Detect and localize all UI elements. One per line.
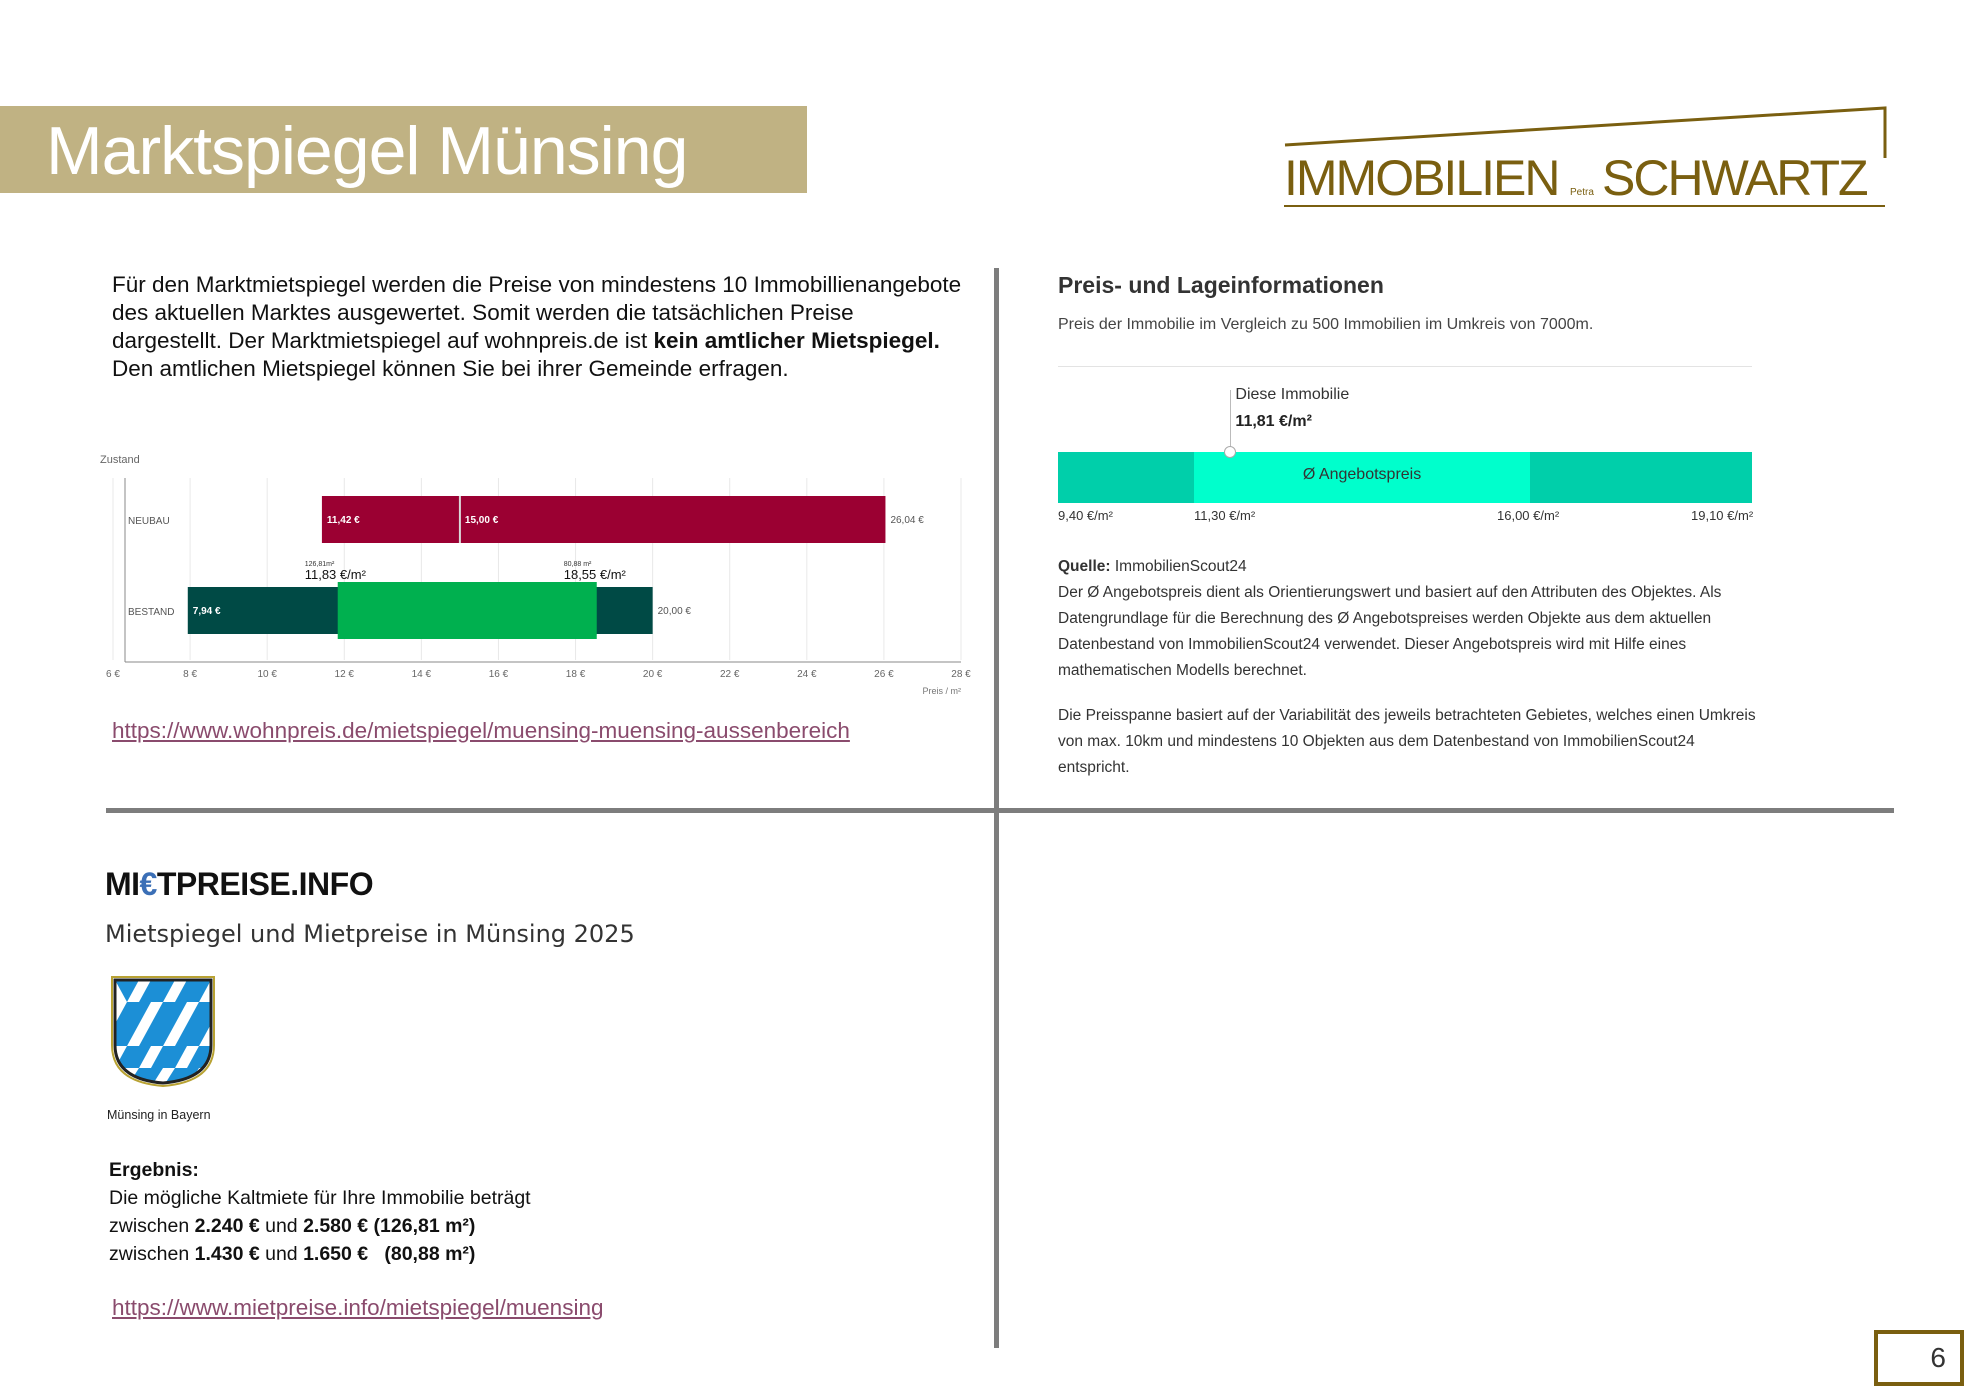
chart-x-tick-label: 10 € bbox=[257, 669, 277, 680]
mietpreise-link[interactable]: https://www.mietpreise.info/mietspiegel/muensing bbox=[112, 1295, 604, 1320]
page-title: Marktspiegel Münsing bbox=[46, 113, 688, 189]
price-info-subtitle: Preis der Immobilie im Vergleich zu 500 Immobilien im Umkreis von 7000m. bbox=[1058, 316, 1594, 333]
result-line-3-max: 1.650 € (80,88 m²) bbox=[303, 1243, 476, 1265]
chart-annotation-value: 11,83 €/m² bbox=[304, 567, 366, 582]
intro-text-pre: Für den Marktmietspiegel werden die Preise von mindestens 10 Immobillienangebote des aktuellen Marktes ausgewertet. Somit werden die tatsächlichen Preise dargestellt. Der Marktmietspiegel auf wohnpreis.de ist bbox=[112, 272, 962, 353]
price-tick-avg-high: 16,00 €/m² bbox=[1497, 508, 1560, 523]
logo-text-middle: Petra bbox=[1570, 187, 1594, 198]
mietpreise-logo-pre: MI bbox=[105, 866, 140, 902]
page-number-box bbox=[1874, 1330, 1964, 1386]
result-block bbox=[109, 1156, 531, 1268]
intro-text bbox=[112, 271, 962, 383]
price-info-description bbox=[1058, 554, 1758, 800]
logo-text-left: IMMOBILIEN bbox=[1284, 150, 1559, 206]
bavaria-crest-icon bbox=[110, 975, 216, 1087]
intro-text-post: Den amtlichen Mietspiegel können Sie bei ihrer Gemeinde erfragen. bbox=[112, 356, 789, 381]
chart-annotation-area: 126,81m² bbox=[304, 561, 335, 568]
title-banner bbox=[0, 106, 807, 193]
property-marker-label: Diese Immobilie bbox=[1235, 386, 1350, 403]
chart-x-tick-label: 14 € bbox=[411, 669, 432, 680]
chart-bar-min-label: 11,42 € bbox=[326, 515, 360, 526]
euro-icon: € bbox=[139, 866, 157, 902]
chart-x-tick-label: 28 € bbox=[951, 669, 971, 680]
mietpreise-logo bbox=[105, 866, 373, 903]
chart-x-tick-label: 20 € bbox=[642, 669, 663, 680]
chart-category-label: NEUBAU bbox=[128, 516, 170, 527]
horizontal-divider bbox=[106, 808, 1894, 813]
page-number: 6 bbox=[1930, 1342, 1946, 1373]
result-line-3-min: 1.430 € bbox=[194, 1243, 260, 1265]
chart-annotation-value: 18,55 €/m² bbox=[563, 567, 626, 582]
chart-x-tick-label: 18 € bbox=[565, 669, 586, 680]
result-line-2-min: 2.240 € bbox=[194, 1215, 260, 1237]
description-paragraph-1: Der Ø Angebotspreis dient als Orientierungswert und basiert auf den Attributen des Objektes. Als Datengrundlage für die Berechnung des Ø Angebotspreises werden Objekte aus dem aktuellen Datenbestand von ImmobilienScout24 verwendet. Dieser Angebotspreis wird mit Hilfe eines mathematischen Modells berechnet. bbox=[1058, 584, 1722, 679]
chart-x-tick-label: 24 € bbox=[797, 669, 817, 680]
price-info-title: Preis- und Lageinformationen bbox=[1058, 272, 1384, 298]
result-title: Ergebnis: bbox=[109, 1159, 199, 1181]
chart-bar-mid-label: 15,00 € bbox=[464, 515, 499, 526]
chart-x-tick-label: 26 € bbox=[874, 669, 894, 680]
result-line-2-a: zwischen bbox=[109, 1215, 195, 1237]
chart-x-tick-label: 22 € bbox=[719, 669, 740, 680]
property-marker-value: 11,81 €/m² bbox=[1235, 413, 1312, 430]
price-tick-max: 19,10 €/m² bbox=[1691, 508, 1754, 523]
chart-x-tick-label: 6 € bbox=[106, 669, 120, 680]
result-line-2-max: 2.580 € (126,81 m²) bbox=[303, 1215, 476, 1237]
chart-category-label: BESTAND bbox=[128, 607, 175, 618]
chart-bar-neubau bbox=[322, 496, 886, 543]
chart-x-axis-label: Preis / m² bbox=[922, 686, 961, 696]
intro-text-bold: kein amtlicher Mietspiegel. bbox=[653, 328, 940, 353]
chart-bar-min-label: 7,94 € bbox=[192, 606, 221, 617]
description-paragraph-2: Die Preisspanne basiert auf der Variabilität des jeweils betrachteten Gebietes, welches einen Umkreis von max. 10km und mindestens 10 Objekten aus dem Datenbestand von ImmobilienScout24 entspricht. bbox=[1058, 707, 1756, 776]
average-price-label: Ø Angebotspreis bbox=[1302, 466, 1422, 483]
result-line-3-c: und bbox=[259, 1243, 304, 1265]
result-line-2 bbox=[109, 1212, 531, 1240]
chart-bar-max-label: 20,00 € bbox=[657, 606, 692, 617]
result-line-3 bbox=[109, 1240, 531, 1268]
logo-text-right: SCHWARTZ bbox=[1602, 150, 1867, 206]
source-value: ImmobilienScout24 bbox=[1110, 558, 1247, 575]
price-info-separator bbox=[1058, 366, 1752, 367]
price-tick-min: 9,40 €/m² bbox=[1058, 508, 1113, 523]
company-logo bbox=[1280, 100, 1900, 215]
chart-x-tick-label: 12 € bbox=[334, 669, 355, 680]
chart-highlight-range bbox=[338, 582, 597, 639]
crest-caption: Münsing in Bayern bbox=[107, 1108, 211, 1122]
mietpreise-logo-post: TPREISE.INFO bbox=[156, 866, 374, 902]
source-label: Quelle: bbox=[1058, 558, 1111, 575]
average-price-bar bbox=[1194, 452, 1530, 503]
price-tick-avg-low: 11,30 €/m² bbox=[1194, 508, 1256, 523]
mietpreise-subtitle: Mietspiegel und Mietpreise in Münsing 2025 bbox=[105, 920, 635, 948]
property-marker-line bbox=[1230, 390, 1231, 452]
chart-x-tick-label: 16 € bbox=[488, 669, 509, 680]
result-line-2-c: und bbox=[259, 1215, 304, 1237]
rent-range-chart bbox=[96, 470, 976, 710]
chart-x-tick-label: 8 € bbox=[183, 669, 198, 680]
wohnpreis-link[interactable]: https://www.wohnpreis.de/mietspiegel/muensing-muensing-aussenbereich bbox=[112, 718, 850, 743]
chart-annotation-area: 80,88 m² bbox=[563, 561, 592, 568]
chart-bar-max-label: 26,04 € bbox=[890, 515, 924, 526]
chart-y-axis-label: Zustand bbox=[100, 454, 140, 466]
result-line-1: Die mögliche Kaltmiete für Ihre Immobilie beträgt bbox=[109, 1187, 531, 1209]
result-line-3-a: zwischen bbox=[109, 1243, 195, 1265]
